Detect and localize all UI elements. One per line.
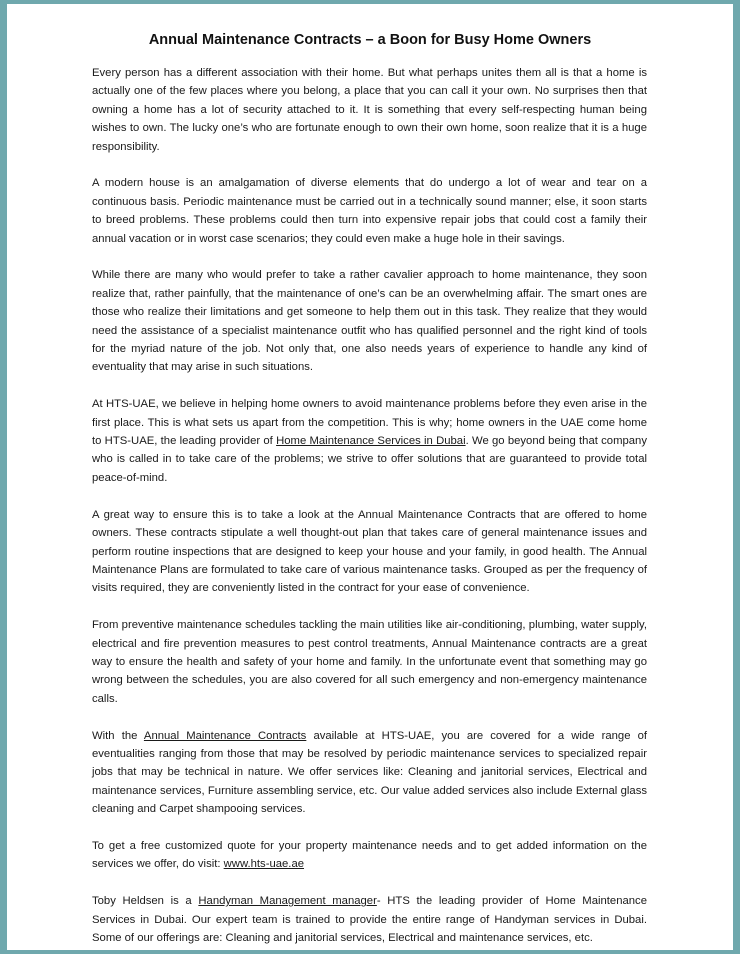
paragraph-modern-house: A modern house is an amalgamation of diverse elements that do undergo a lot of wear and tear on a continuous basis. Periodic maintenance must be carried out in a technically sound manner; else, it soon starts to breed problems. These problems could then turn into expensive repair jobs that could cost a family their annual vacation or in worst case scenarios; they could even make a huge hole in their savings.: [92, 177, 647, 245]
paragraph-cavalier-approach: While there are many who would prefer to take a rather cavalier approach to home maintenance, they soon realize that, rather painfully, that the maintenance of one’s can be an overwhelming affair. The smart ones are those who realize their limitations and get someone to help them out in this task. They realize that they would need the assistance of a specialist maintenance outfit who has qualified personnel and the right kind of tools for the myriad nature of the job. Not only that, one also needs years of experience to handle any kind of eventuality that may arise in such situations.: [92, 269, 647, 374]
paragraph-text: At HTS-UAE, we believe in helping home owners to avoid maintenance problems before they even arise in the first place. This is what sets us apart from the competition. This is why; home owners in the UAE come home to HTS-UAE, the leading provider of: [92, 398, 647, 448]
paragraph-text: Toby Heldsen is a: [92, 895, 199, 908]
annual-contracts-link[interactable]: Annual Maintenance Contracts: [143, 729, 307, 742]
website-link[interactable]: www.hts-uae.ae: [223, 858, 305, 871]
paragraph-text: available at HTS-UAE, you are covered for a wide range of eventualities ranging from those that may be resolved by periodic maintenance services to specialized repair jobs that may be technical in nature. We offer services like: Cleaning and janitorial services, Electrical and maintenance services, Furniture assembling service, etc. Our value added services also include External glass cleaning and Carpet shampooing services.: [92, 729, 648, 816]
paragraph-text: . We go beyond being that company who is called in to take care of the problems; we strive to offer solutions that are guaranteed to provide total peace-of-mind.: [92, 435, 647, 484]
document-body: [92, 64, 647, 950]
home-maintenance-link[interactable]: Home Maintenance Services in Dubai: [276, 435, 466, 448]
document-title: Annual Maintenance Contracts – a Boon for Busy Home Owners: [148, 32, 592, 48]
paragraph-hts-uae: [92, 395, 647, 487]
paragraph-intro: Every person has a different association with their home. But what perhaps unites them all is that a home is actually one of the few places where you belong, a place that you can call it your own. No surprises then that owning a home has a lot of security attached to it. It is something that every self-respecting human being wishes to own. The lucky one’s who are fortunate enough to own their own home, soon realize that it is a huge responsibility.: [92, 67, 647, 153]
paragraph-preventive: From preventive maintenance schedules tackling the main utilities like air-conditioning, plumbing, water supply, electrical and fire prevention measures to pest control treatments, Annual Maintenance contracts are a great way to ensure the health and safety of your home and family. In the unfortunate event that something may go wrong between the schedules, you are also covered for all such emergency and non-emergency maintenance calls.: [92, 619, 647, 705]
paragraph-contracts: A great way to ensure this is to take a look at the Annual Maintenance Contracts that are offered to home owners. These contracts stipulate a well thought-out plan that takes care of general maintenance issues and perform routine inspections that are designed to keep your house and your family, in good health. The Annual Maintenance Plans are formulated to take care of various maintenance tasks. Grouped as per the frequency of visits required, they are conveniently listed in the contract for your ease of convenience.: [92, 508, 647, 595]
paragraph-quote: [92, 837, 647, 874]
paragraph-text: To get a free customized quote for your property maintenance needs and to get added information on the services we offer, do visit:: [92, 839, 647, 871]
document-page: [7, 4, 733, 950]
handyman-manager-link[interactable]: Handyman Management manager: [198, 895, 377, 908]
paragraph-services: [92, 727, 647, 819]
paragraph-author: [92, 892, 647, 947]
paragraph-text: With the: [92, 729, 144, 742]
paragraph-text: - HTS the leading provider of Home Maintenance Services in Dubai. Our expert team is trained to provide the entire range of Handyman services in Dubai. Some of our offerings are: Cleaning and janitorial services, Electrical and maintenance services, etc.: [92, 895, 647, 944]
